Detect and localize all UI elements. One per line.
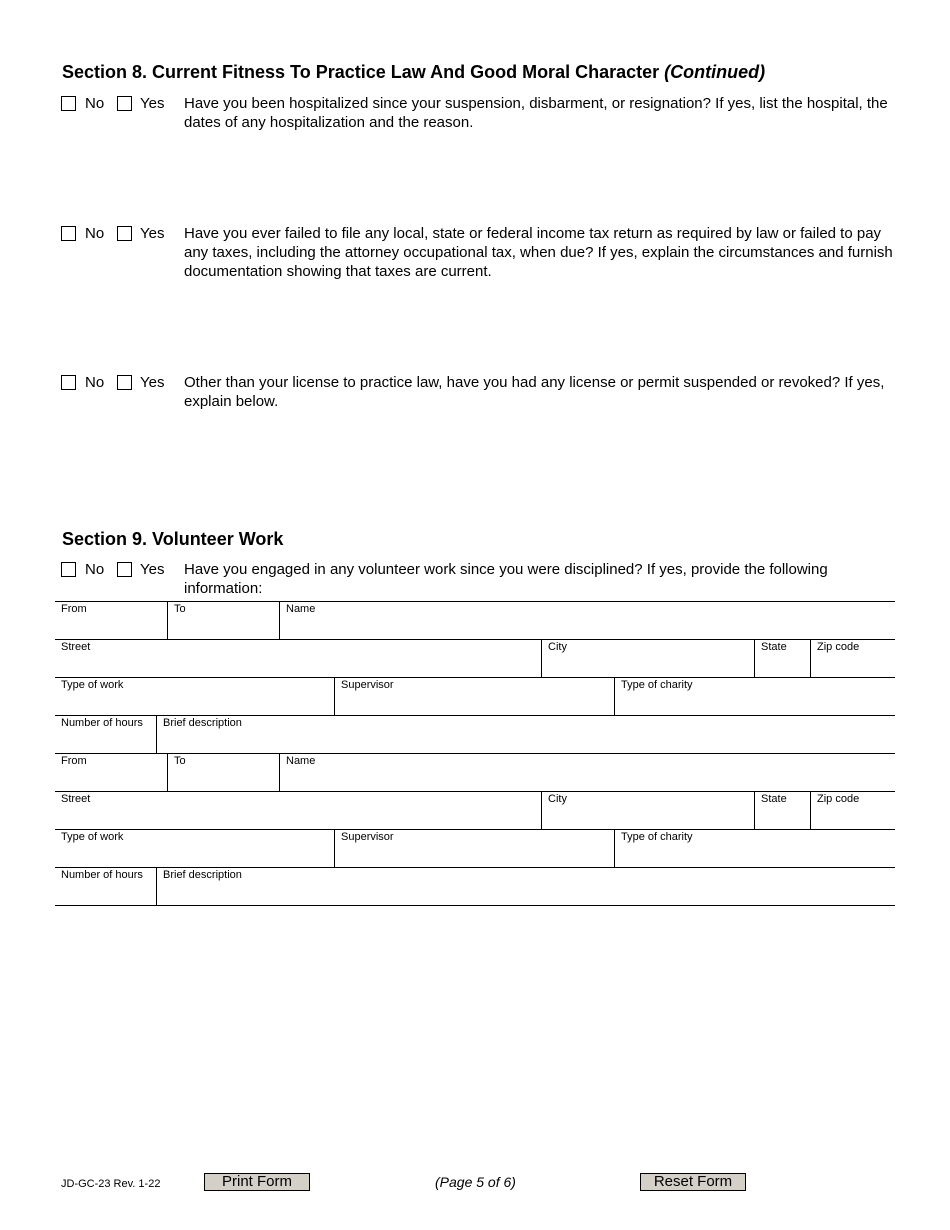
section-8-title (62, 62, 765, 83)
volunteer-table (55, 601, 895, 906)
field-label: To (174, 755, 186, 767)
type-of-charity-field[interactable] (614, 678, 895, 715)
name-field[interactable] (279, 602, 895, 639)
number-of-hours-field[interactable] (55, 716, 156, 753)
from-field[interactable] (55, 754, 167, 791)
no-label: No (85, 374, 105, 391)
volunteer-yes-checkbox[interactable] (117, 562, 132, 577)
yes-label: Yes (140, 374, 165, 391)
field-label: State (761, 641, 787, 653)
field-label: Street (61, 793, 91, 805)
field-label: Zip code (817, 641, 860, 653)
city-field[interactable] (541, 640, 754, 677)
section-8-title-text: Section 8. Current Fitness To Practice Law And Good Moral Character (62, 62, 665, 82)
table-row (55, 677, 895, 715)
city-field[interactable] (541, 792, 754, 829)
tax-no-checkbox[interactable] (61, 226, 76, 241)
field-label: Brief description (163, 717, 242, 729)
question-text: Other than your license to practice law, have you had any license or permit suspended or revoked? If yes, explain below. (184, 374, 885, 410)
print-form-button[interactable]: Print Form (204, 1173, 310, 1191)
license-yes-checkbox[interactable] (117, 375, 132, 390)
zip-code-field[interactable] (810, 640, 895, 677)
field-label: Name (286, 755, 316, 767)
table-row (55, 829, 895, 867)
question-text: Have you been hospitalized since your suspension, disbarment, or resignation? If yes, list the hospital, the dates of any hospitalization and the reason. (184, 95, 888, 131)
field-label: Type of work (61, 831, 124, 843)
hospitalized-yes-checkbox[interactable] (117, 96, 132, 111)
field-label: State (761, 793, 787, 805)
field-label: Brief description (163, 869, 242, 881)
brief-description-field[interactable] (156, 716, 895, 753)
brief-description-field[interactable] (156, 868, 895, 905)
type-of-work-field[interactable] (55, 830, 334, 867)
field-label: From (61, 603, 87, 615)
state-field[interactable] (754, 792, 810, 829)
form-id: JD-GC-23 Rev. 1-22 (61, 1178, 161, 1190)
field-label: To (174, 603, 186, 615)
reset-form-button[interactable]: Reset Form (640, 1173, 746, 1191)
field-label: Name (286, 603, 316, 615)
no-label: No (85, 225, 105, 242)
from-field[interactable] (55, 602, 167, 639)
table-row (55, 867, 895, 905)
to-field[interactable] (167, 602, 279, 639)
zip-code-field[interactable] (810, 792, 895, 829)
street-field[interactable] (55, 640, 541, 677)
table-row (55, 639, 895, 677)
table-row (55, 791, 895, 829)
table-bottom-border (55, 905, 895, 906)
field-label: Zip code (817, 793, 860, 805)
question-text: Have you ever failed to file any local, state or federal income tax return as required by law or failed to pay any taxes, including the attorney occupational tax, when due? If yes, explain the circumstances and furnish documentation showing that taxes are current. (184, 225, 893, 280)
field-label: Street (61, 641, 91, 653)
field-label: Type of charity (621, 831, 693, 843)
section-8-title-suffix: (Continued) (664, 62, 766, 82)
supervisor-field[interactable] (334, 678, 614, 715)
tax-yes-checkbox[interactable] (117, 226, 132, 241)
hospitalized-no-checkbox[interactable] (61, 96, 76, 111)
table-row (55, 601, 895, 639)
volunteer-no-checkbox[interactable] (61, 562, 76, 577)
supervisor-field[interactable] (334, 830, 614, 867)
field-label: City (548, 793, 567, 805)
state-field[interactable] (754, 640, 810, 677)
field-label: Supervisor (341, 831, 394, 843)
field-label: Type of charity (621, 679, 693, 691)
yes-label: Yes (140, 561, 165, 578)
table-row (55, 753, 895, 791)
section-9-title: Section 9. Volunteer Work (62, 529, 284, 549)
field-label: Number of hours (61, 717, 143, 729)
type-of-charity-field[interactable] (614, 830, 895, 867)
license-no-checkbox[interactable] (61, 375, 76, 390)
number-of-hours-field[interactable] (55, 868, 156, 905)
yes-label: Yes (140, 225, 165, 242)
question-text: Have you engaged in any volunteer work since you were disciplined? If yes, provide the following information: (184, 561, 828, 597)
to-field[interactable] (167, 754, 279, 791)
no-label: No (85, 561, 105, 578)
table-row (55, 715, 895, 753)
field-label: Type of work (61, 679, 124, 691)
footer (0, 1173, 950, 1197)
yes-label: Yes (140, 95, 165, 112)
field-label: City (548, 641, 567, 653)
page-number: (Page 5 of 6) (435, 1174, 516, 1190)
field-label: From (61, 755, 87, 767)
field-label: Number of hours (61, 869, 143, 881)
name-field[interactable] (279, 754, 895, 791)
no-label: No (85, 95, 105, 112)
type-of-work-field[interactable] (55, 678, 334, 715)
field-label: Supervisor (341, 679, 394, 691)
street-field[interactable] (55, 792, 541, 829)
